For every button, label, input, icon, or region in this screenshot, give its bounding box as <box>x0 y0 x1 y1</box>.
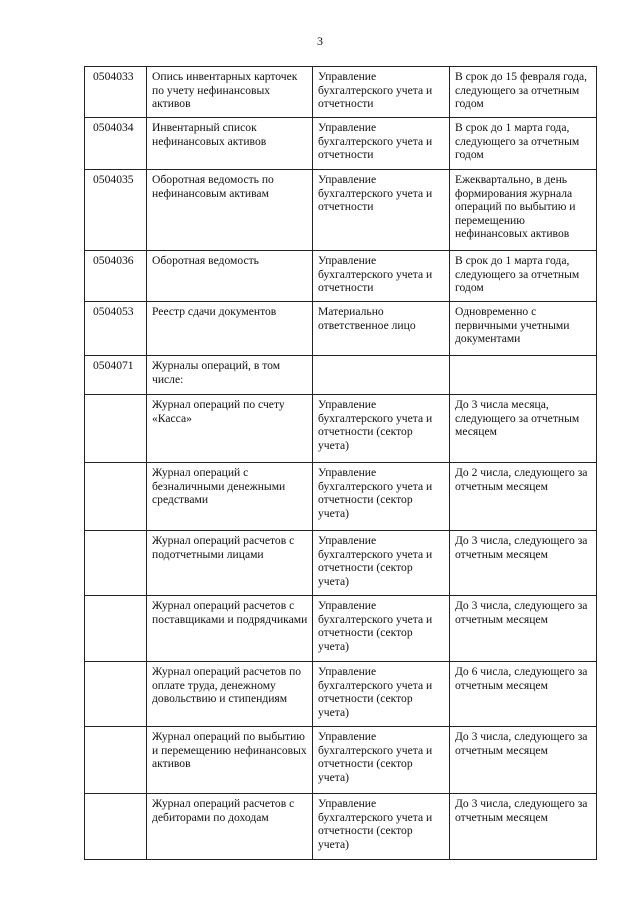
deadline-cell: До 3 числа, следующего за отчетным месяцем <box>450 531 597 596</box>
table-row <box>85 302 597 356</box>
document-name-cell: Журнал операций расчетов по оплате труда, денежному довольствию и стипендиям <box>147 662 313 727</box>
document-table <box>84 66 597 860</box>
responsible-cell: Управление бухгалтерского учета и отчетности <box>313 67 450 118</box>
deadline-cell: В срок до 15 февраля года, следующего за отчетным годом <box>450 67 597 118</box>
deadline-cell: До 2 числа, следующего за отчетным месяцем <box>450 463 597 531</box>
document-name-cell: Инвентарный список нефинансовых активов <box>147 118 313 170</box>
form-code-cell <box>85 662 147 727</box>
deadline-cell <box>450 356 597 395</box>
form-code-cell: 0504053 <box>85 302 147 356</box>
deadline-cell: В срок до 1 марта года, следующего за отчетным годом <box>450 251 597 302</box>
document-name-cell: Журнал операций расчетов с дебиторами по доходам <box>147 794 313 860</box>
document-name-cell: Оборотная ведомость по нефинансовым активам <box>147 170 313 251</box>
responsible-cell <box>313 356 450 395</box>
document-name-cell: Журнал операций с безналичными денежными средствами <box>147 463 313 531</box>
table-row <box>85 67 597 118</box>
form-code-cell <box>85 395 147 463</box>
responsible-cell: Управление бухгалтерского учета и отчетности <box>313 118 450 170</box>
responsible-cell: Управление бухгалтерского учета и отчетности (сектор учета) <box>313 794 450 860</box>
document-name-cell: Журналы операций, в том числе: <box>147 356 313 395</box>
form-code-cell <box>85 531 147 596</box>
form-code-cell <box>85 463 147 531</box>
form-code-cell: 0504035 <box>85 170 147 251</box>
document-name-cell: Журнал операций расчетов с подотчетными лицами <box>147 531 313 596</box>
document-name-cell: Журнал операций по выбытию и перемещению нефинансовых активов <box>147 727 313 794</box>
responsible-cell: Управление бухгалтерского учета и отчетности (сектор учета) <box>313 395 450 463</box>
deadline-cell: До 3 числа, следующего за отчетным месяцем <box>450 596 597 662</box>
form-code-cell: 0504033 <box>85 67 147 118</box>
document-name-cell: Журнал операций расчетов с поставщиками и подрядчиками <box>147 596 313 662</box>
table-row <box>85 662 597 727</box>
document-name-cell: Реестр сдачи документов <box>147 302 313 356</box>
form-code-cell: 0504071 <box>85 356 147 395</box>
table-row <box>85 395 597 463</box>
form-code-cell <box>85 727 147 794</box>
document-name-cell: Оборотная ведомость <box>147 251 313 302</box>
responsible-cell: Управление бухгалтерского учета и отчетности <box>313 251 450 302</box>
table-row <box>85 356 597 395</box>
responsible-cell: Управление бухгалтерского учета и отчетности (сектор учета) <box>313 463 450 531</box>
deadline-cell: До 3 числа, следующего за отчетным месяцем <box>450 727 597 794</box>
table-row <box>85 170 597 251</box>
table-row <box>85 251 597 302</box>
deadline-cell: В срок до 1 марта года, следующего за отчетным годом <box>450 118 597 170</box>
responsible-cell: Управление бухгалтерского учета и отчетности (сектор учета) <box>313 662 450 727</box>
deadline-cell: Одновременно с первичными учетными документами <box>450 302 597 356</box>
deadline-cell: До 6 числа, следующего за отчетным месяцем <box>450 662 597 727</box>
form-code-cell: 0504034 <box>85 118 147 170</box>
form-code-cell <box>85 794 147 860</box>
responsible-cell: Управление бухгалтерского учета и отчетности <box>313 170 450 251</box>
page-number: 3 <box>317 34 323 48</box>
table-row <box>85 118 597 170</box>
table-row <box>85 794 597 860</box>
responsible-cell: Управление бухгалтерского учета и отчетности (сектор учета) <box>313 727 450 794</box>
table-row <box>85 596 597 662</box>
deadline-cell: Ежеквартально, в день формирования журнала операций по выбытию и перемещению нефинансовых активов <box>450 170 597 251</box>
table-row <box>85 463 597 531</box>
deadline-cell: До 3 числа месяца, следующего за отчетным месяцем <box>450 395 597 463</box>
form-code-cell: 0504036 <box>85 251 147 302</box>
document-name-cell: Журнал операций по счету «Касса» <box>147 395 313 463</box>
document-name-cell: Опись инвентарных карточек по учету нефинансовых активов <box>147 67 313 118</box>
deadline-cell: До 3 числа, следующего за отчетным месяцем <box>450 794 597 860</box>
table-row <box>85 727 597 794</box>
responsible-cell: Управление бухгалтерского учета и отчетности (сектор учета) <box>313 531 450 596</box>
form-code-cell <box>85 596 147 662</box>
responsible-cell: Материально ответственное лицо <box>313 302 450 356</box>
responsible-cell: Управление бухгалтерского учета и отчетности (сектор учета) <box>313 596 450 662</box>
table-row <box>85 531 597 596</box>
